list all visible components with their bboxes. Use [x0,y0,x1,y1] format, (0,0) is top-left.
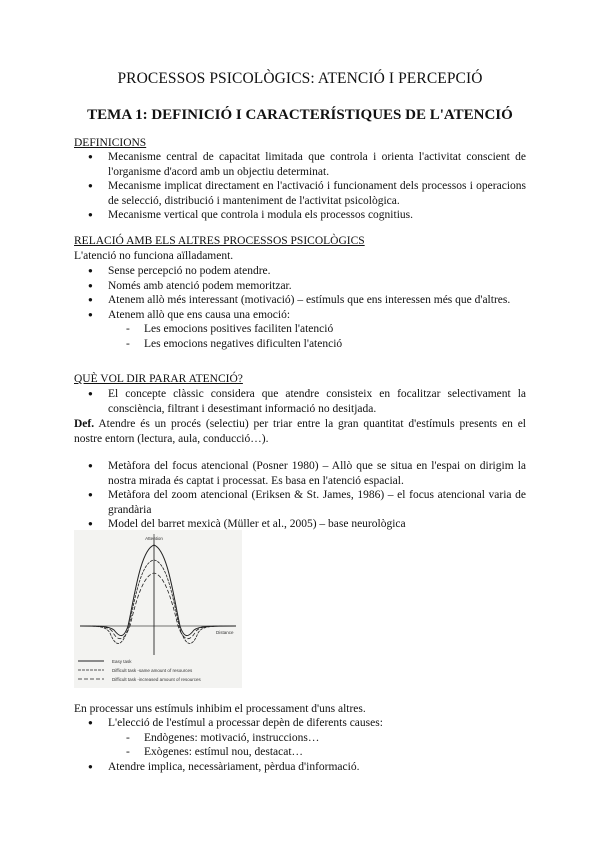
processar-intro: En processar uns estímuls inhibim el processament d'uns altres. [74,703,366,715]
legend-same: Difficult task -same amount of resources [112,668,193,673]
definicions-heading: DEFINICIONS [74,137,147,149]
list-item: ● El concepte clàssic considera que atendre consisteix en focalitzar selectivament la consciència, filtrant i desestimant informació no desitjada. [88,387,526,416]
processar-list [88,716,526,774]
def-label: Def. [74,418,95,430]
list-item [88,716,526,760]
relacio-intro: L'atenció no funciona aïlladament. [74,250,234,262]
sub-list [108,731,526,760]
relacio-heading: RELACIÓ AMB ELS ALTRES PROCESSOS PSICOLÒGICS [74,235,365,247]
parar-heading: QUÈ VOL DIR PARAR ATENCIÓ? [74,373,243,385]
y-axis-label: Attention [145,536,163,541]
sub-list-item: - Endògenes: motivació, instruccions… [108,731,526,746]
def-text: Atendre és un procés (selectiu) per triar entre la gran quantitat d'estímuls presents en el nostre entorn (lectura, aula, conducció…). [74,418,526,445]
sub-list-item: - Les emocions positives faciliten l'atenció [108,322,526,337]
difficult-increased-resources-curve [80,573,236,639]
list-item [88,308,526,352]
parar-list [88,387,526,416]
legend-easy: Easy task [112,659,132,664]
mexican-hat-figure [74,530,242,688]
easy-task-curve [80,545,236,636]
document-title: PROCESSOS PSICOLÒGICS: ATENCIÓ I PERCEPCIÓ [117,70,483,87]
list-item: ● Atendre implica, necessàriament, pèrdua d'informació. [88,760,526,775]
list-item-text: L'elecció de l'estímul a processar depèn de diferents causes: [108,717,383,729]
relacio-list [88,264,526,351]
definition-paragraph [74,417,526,446]
sub-list-item: - Exògenes: estímul nou, destacat… [108,745,526,760]
list-item: ● Atenem allò més interessant (motivació) – estímuls que ens interessen més que d'altres. [88,293,526,308]
difficult-same-resources-curve [80,560,236,643]
x-axis-label: Distance [216,630,234,635]
list-item: ● Model del barret mexicà (Müller et al., 2005) – base neurològica [88,517,526,532]
figure-legend [78,659,201,682]
list-item: ● Mecanisme vertical que controla i modula els processos cognitius. [88,208,526,223]
list-item: ● Sense percepció no podem atendre. [88,264,526,279]
topic-title: TEMA 1: DEFINICIÓ I CARACTERÍSTIQUES DE L'ATENCIÓ [87,107,513,123]
list-item: ● Mecanisme implicat directament en l'activació i funcionament dels processos i operacions de selecció, distribució i manteniment de l'activitat psicològica. [88,179,526,208]
mexican-hat-plot [74,530,242,688]
list-item: ● Metàfora del focus atencional (Posner 1980) – Allò que se situa en l'espai on dirigim la nostra mirada és captat i processat. Es basa en l'atenció espacial. [88,459,526,488]
sub-list [108,322,526,351]
list-item-text: Atenem allò que ens causa una emoció: [108,308,291,321]
definicions-list [88,150,526,223]
sub-list-item: - Les emocions negatives dificulten l'atenció [108,337,526,352]
list-item: ● Mecanisme central de capacitat limitada que controla i orienta l'activitat conscient de l'organisme d'acord amb un objectiu determinat. [88,150,526,179]
list-item: ● Només amb atenció podem memoritzar. [88,279,526,294]
list-item: ● Metàfora del zoom atencional (Eriksen & St. James, 1986) – el focus atencional varia de grandària [88,488,526,517]
metaphors-list [88,459,526,532]
legend-increased: Difficult task -increased amount of resources [112,677,201,682]
